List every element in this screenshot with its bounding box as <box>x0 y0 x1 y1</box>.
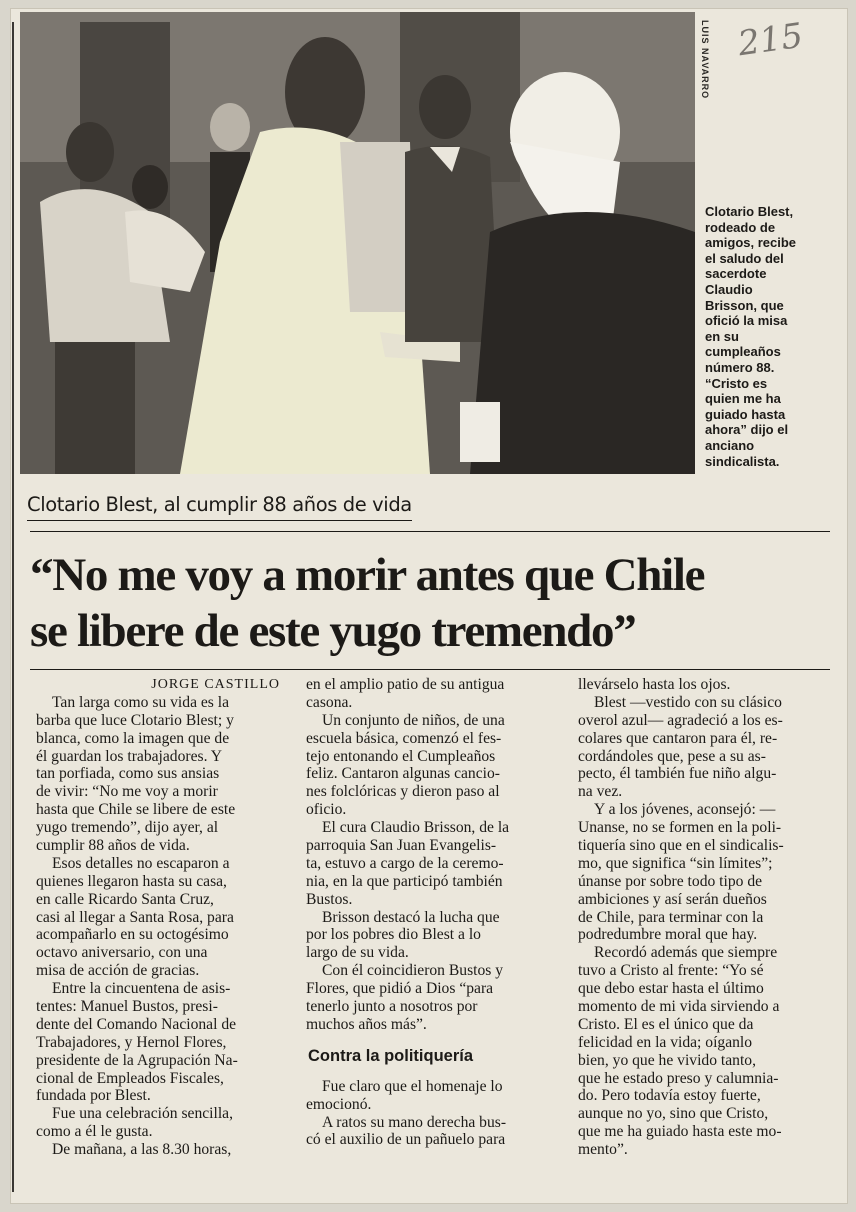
article-line: él guardan los trabajadores. Y <box>36 747 223 765</box>
article-line: mo, que significa “sin límites”; <box>578 854 773 872</box>
article-line: oficio. <box>306 801 347 819</box>
article-line: barba que luce Clotario Blest; y <box>36 711 234 729</box>
byline: JORGE CASTILLO <box>151 677 280 692</box>
article-line: do. Pero todavía estoy fuerte, <box>578 1087 761 1105</box>
caption-line: número 88. <box>705 359 775 375</box>
kicker-headline: Clotario Blest, al cumplir 88 años de vida <box>27 493 412 521</box>
article-line: Fue claro que el homenaje lo <box>322 1077 503 1095</box>
article-line: misa de acción de gracias. <box>36 962 200 980</box>
caption-line: ahora” dijo el <box>705 422 789 438</box>
article-line: presidente de la Agrupación Na- <box>36 1051 238 1069</box>
article-line: tenerlo junto a nosotros por <box>306 998 478 1016</box>
page-number: 215 <box>735 15 806 65</box>
article-line: acompañarlo en su octogésimo <box>36 926 229 944</box>
caption-line: guiado hasta <box>705 406 786 422</box>
article-line: quienes llegaron hasta su casa, <box>36 872 227 890</box>
article-line: ta, estuvo a cargo de la ceremo- <box>306 854 504 872</box>
article-line: có el auxilio de un pañuelo para <box>306 1131 506 1149</box>
article-line: podredumbre moral que hay. <box>578 926 758 944</box>
article-line: Cristo. El es el único que da <box>578 1015 754 1033</box>
article-line: casi al llegar a Santa Rosa, para <box>36 908 234 926</box>
article-column-3 <box>578 676 826 1159</box>
article-line: que debo estar hasta el último <box>578 980 764 998</box>
article-line: Fue una celebración sencilla, <box>52 1105 233 1123</box>
article-line: de vivir: “No me voy a morir <box>36 783 218 801</box>
headline <box>30 547 820 659</box>
article-line: overol azul— agradeció a los es- <box>578 711 783 729</box>
article-line: parroquia San Juan Evangelis- <box>306 837 497 855</box>
caption-line: cumpleaños <box>705 344 781 360</box>
article-line: Tan larga como su vida es la <box>52 693 230 711</box>
caption-line: quien me ha <box>705 391 781 407</box>
article-line: blanca, como la imagen que de <box>36 729 230 747</box>
article-line: tuvo a Cristo al frente: “Yo sé <box>578 962 764 980</box>
article-line: bien, yo que he vivido tanto, <box>578 1051 756 1069</box>
article-line: como a él le gusta. <box>36 1123 153 1141</box>
photo-caption <box>705 204 823 469</box>
article-line: emocionó. <box>306 1095 372 1113</box>
article-line: Bustos. <box>306 890 353 908</box>
caption-line: rodeado de <box>705 219 776 235</box>
article-line: tiquería sino que en el sindicalis- <box>578 837 784 855</box>
article-column-2 <box>306 676 554 1149</box>
article-line: en el amplio patio de su antigua <box>306 676 505 693</box>
article-line: tejo entonando el Cumpleaños <box>306 747 496 765</box>
article-line: Brisson destacó la lucha que <box>322 908 500 926</box>
article-line: Con él coincidieron Bustos y <box>322 962 504 980</box>
article-line: llevárselo hasta los ojos. <box>578 676 731 693</box>
article-line: momento de mi vida sirviendo a <box>578 998 780 1016</box>
article-line: yugo tremendo”, dijo ayer, al <box>36 819 219 837</box>
article-line: largo de su vida. <box>306 944 409 962</box>
caption-line: Clotario Blest, <box>705 204 794 219</box>
article-line: Esos detalles no escaparon a <box>52 854 230 872</box>
article-line: octavo aniversario, con una <box>36 944 208 962</box>
article-line: por los pobres dio Blest a lo <box>306 926 481 944</box>
caption-line: sacerdote <box>705 266 767 282</box>
article-line: muchos años más”. <box>306 1015 427 1033</box>
article-line: Flores, que pidió a Dios “para <box>306 980 494 998</box>
article-line: feliz. Cantaron algunas cancio- <box>306 765 500 783</box>
article-line: únanse por sobre todo tipo de <box>578 872 763 890</box>
article-line: Trabajadores, y Hernol Flores, <box>36 1033 227 1051</box>
article-line: colares que cantaron para él, re- <box>578 729 778 747</box>
article-line: dente del Comando Nacional de <box>36 1015 237 1033</box>
headline-line: se libere de este yugo tremendo” <box>30 605 636 657</box>
article-line: nia, en la que participó también <box>306 872 503 890</box>
article-line: na vez. <box>578 783 623 801</box>
divider-rule <box>30 669 830 670</box>
article-line: Unanse, no se formen en la poli- <box>578 819 782 837</box>
article-line: A ratos su mano derecha bus- <box>322 1113 507 1131</box>
article-line: escuela básica, comenzó el fes- <box>306 729 502 747</box>
article-line: que he estado preso y calumnia- <box>578 1069 779 1087</box>
caption-line: anciano <box>705 437 755 453</box>
caption-line: Brisson, que <box>705 297 784 313</box>
article-line: en calle Ricardo Santa Cruz, <box>36 890 214 908</box>
article-line: Recordó además que siempre <box>594 944 778 962</box>
article-line: Entre la cincuentena de asis- <box>52 980 231 998</box>
article-line: casona. <box>306 693 353 711</box>
article-line: fundada por Blest. <box>36 1087 151 1105</box>
caption-line: amigos, recibe <box>705 235 797 251</box>
article-line: felicidad en la vida; oíganlo <box>578 1033 753 1051</box>
article-line: El cura Claudio Brisson, de la <box>322 819 510 837</box>
article-line: cional de Empleados Fiscales, <box>36 1069 224 1087</box>
left-edge-rule <box>12 22 14 1192</box>
article-line: cordándoles que, pese a su as- <box>578 747 766 765</box>
caption-line: sindicalista. <box>705 453 780 469</box>
article-column-1 <box>36 676 284 1159</box>
article-line: ambiciones y así serán dueños <box>578 890 767 908</box>
subheading: Contra la politiquería <box>308 1046 474 1065</box>
caption-line: “Cristo es <box>705 375 768 391</box>
article-line: mento”. <box>578 1141 628 1159</box>
headline-line: “No me voy a morir antes que Chile <box>30 549 705 601</box>
article-line: De mañana, a las 8.30 horas, <box>52 1141 232 1159</box>
article-line: Un conjunto de niños, de una <box>322 711 505 729</box>
article-line: pecto, él también fue niño algu- <box>578 765 777 783</box>
article-line: aunque no yo, sino que Cristo, <box>578 1105 769 1123</box>
photo-credit: LUIS NAVARRO <box>700 20 710 100</box>
caption-line: Claudio <box>705 281 753 297</box>
caption-line: ofició la misa <box>705 313 788 329</box>
article-line: cumplir 88 años de vida. <box>36 837 190 855</box>
article-line: que me ha guiado hasta este mo- <box>578 1123 782 1141</box>
news-photo <box>20 12 695 474</box>
caption-line: en su <box>705 328 739 344</box>
caption-line: el saludo del <box>705 250 784 266</box>
article-line: nes folclóricas y dieron paso al <box>306 783 500 801</box>
divider-rule <box>30 531 830 532</box>
article-line: Blest —vestido con su clásico <box>594 693 782 711</box>
newspaper-photo-icon <box>20 12 695 474</box>
article-line: tan porfiada, como sus ansias <box>36 765 220 783</box>
article-line: Y a los jóvenes, aconsejó: — <box>594 801 776 819</box>
article-line: de Chile, para terminar con la <box>578 908 764 926</box>
article-line: tentes: Manuel Bustos, presi- <box>36 998 218 1016</box>
article-line: hasta que Chile se libere de este <box>36 801 236 819</box>
